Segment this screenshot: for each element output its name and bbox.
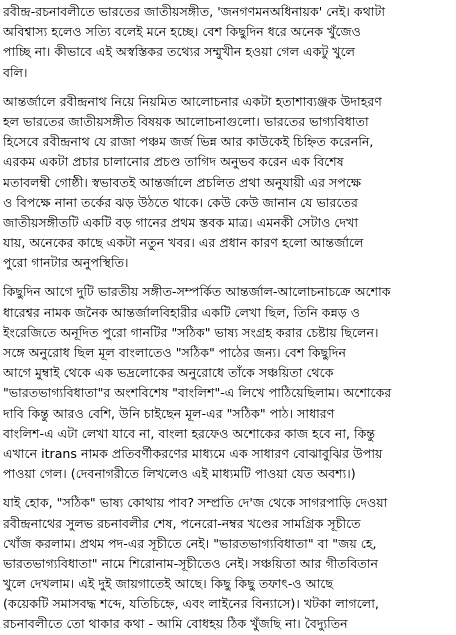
text-line: বাংলিশ-এ এটা লেখা যাবে না, বাংলা হরফেও অশোকের কাজ হবে না, কিন্তু	[3, 425, 376, 441]
text-line: ধারেশ্বর নামক জনৈক আন্তর্জালবিহারীর একটি লেখা ছিল, তিনি কন্নড় ও	[3, 304, 361, 320]
text-line: হল ভারতের জাতীয়সঙ্গীত বিষয়ক আলোচনাগুলো। ভারতের ভাগ্যবিধাতা	[3, 113, 369, 129]
paragraph-discussion	[3, 92, 456, 274]
paragraph-intro	[3, 2, 456, 83]
text-line: রবীন্দ্র-রচনাবলীতে ভারতের জাতীয়সঙ্গীত, 'জনগণমনঅধিনায়ক' নেই। কথাটা	[3, 4, 386, 19]
text-line: আন্তর্জালে রবীন্দ্রনাথ নিয়ে নিয়মিত আলোচনার একটা হতাশাব্যঞ্জক উদাহরণ	[3, 93, 382, 109]
text-line: দাবি কিন্তু আরও বেশি, উনি চাইছেন মূল-এর "সঠিক" পাঠ। সাধারণ	[3, 405, 335, 421]
text-line: কিছুদিন আগে দুটি ভারতীয় সঙ্গীত-সম্পর্কিত আন্তর্জাল-আলোচনাচক্রে অশোক	[3, 284, 391, 300]
text-line: জাতীয়সঙ্গীতটি একটি বড় গানের প্রথম স্তবক মাত্র। এমনকী সেটাও দেখা	[3, 214, 359, 230]
text-line: (কয়েকটি সমাসবদ্ধ শব্দে, যতিচিহ্নে, এবং লাইনের বিন্যাসে)। খটকা লাগলো,	[3, 596, 379, 612]
paragraph-gap	[3, 484, 456, 493]
text-line: হিসেবে রবীন্দ্রনাথ যে রাজা পঞ্চম জর্জ ভিন্ন আর কাউকেই চিহ্নিত করেননি,	[3, 134, 374, 150]
text-line: বলি।	[3, 64, 28, 80]
paragraph-search	[3, 493, 456, 634]
text-line: ভারতভাগ্যবিধাতা" নামে শিরোনাম-সূচীতেও নেই। সঞ্চয়িতা আর গীতবিতান	[3, 555, 378, 571]
text-line: ইংরেজিতে অনূদিত পুরো গানটির "সঠিক" ভাষ্য সংগ্রহ করার চেষ্টায় ছিলেন।	[3, 324, 379, 340]
text-line: রবীন্দ্রনাথের সুলভ রচনাবলীর শেষ, পনেরো-নম্বর খণ্ডের সামগ্রিক সূচীতে	[3, 515, 361, 531]
text-line: ও বিপক্ষে নানা তর্কের ঝড় উঠতে থাকে। কেউ কেউ জানান যে ভারতের	[3, 194, 358, 210]
text-line: এরকম একটা প্রচার চালানোর প্রচণ্ড তাগিদ অনুভব করেন এক বিশেষ	[3, 154, 344, 170]
text-line: খুলে দেখলাম। এই দুই জায়গাতেই আছে। কিছু কিছু তফাৎ-ও আছে	[3, 576, 334, 592]
text-line: অবিশ্বাস্য হলেও সত্যি বলেই মনে হচ্ছে। বেশ কিছুদিন ধরে অনেক খুঁজেও	[3, 24, 361, 40]
text-line: পাচ্ছি না। কীভাবে এই অস্বস্তিকর তথ্যের সম্মুখীন হওয়া গেল একটু খুলে	[3, 44, 356, 60]
text-line: খোঁজ করলাম। প্রথম পদ-এর সূচীতে নেই। "ভারতভাগ্যবিধাতা" বা "জয় হে,	[3, 535, 377, 551]
text-line: যায়, অনেকের কাছে একটা নতুন খবর। এর প্রধান কারণ হলো আন্তর্জালে	[3, 235, 364, 251]
text-line: এখানে itrans নামক প্রতিবর্ণীকরণের মাধ্যমে এক সাধারণ বোঝাবুঝির উপায়	[3, 445, 383, 461]
paragraph-gap	[3, 83, 456, 92]
text-line: যাই হোক, "সঠিক" ভাষ্য কোথায় পাব? সম্প্রতি দে'জ থেকে সাগরপাড়ি দেওয়া	[3, 495, 388, 511]
paragraph-gap	[3, 273, 456, 282]
paragraph-request	[3, 282, 456, 484]
text-line: পুরো গানটার অনুপস্থিতি।	[3, 255, 129, 271]
text-line: রচনাবলীতে তো থাকার কথা - আমি বোধহয় ঠিক খুঁজছি না। বৈদ্যুতিন	[3, 616, 348, 632]
text-line: "ভারতভাগ্যবিধাতা"র অংশবিশেষ "বাংলিশ"-এ লিখে পাঠিয়েছিলাম। অশোকের	[3, 385, 392, 401]
text-line: পাওয়া গেল। (দেবনাগরীতে লিখলেও এই মাধ্যমটি পাওয়া যেত অবশ্য।)	[3, 466, 356, 482]
text-line: আগে মুম্বাই থেকে এক ভদ্রলোকের অনুরোধে তাঁকে সঞ্চয়িতা থেকে	[3, 365, 334, 381]
text-line: মতাবলম্বী গোষ্ঠী। স্বভাবতই আন্তর্জালে প্রচলিত প্রথা অনুযায়ী এর সপক্ষে	[3, 174, 362, 190]
text-line: সঙ্গে অনুরোধ ছিল মূল বাংলাতেও "সঠিক" পাঠের জন্য। বেশ কিছুদিন	[3, 345, 347, 360]
